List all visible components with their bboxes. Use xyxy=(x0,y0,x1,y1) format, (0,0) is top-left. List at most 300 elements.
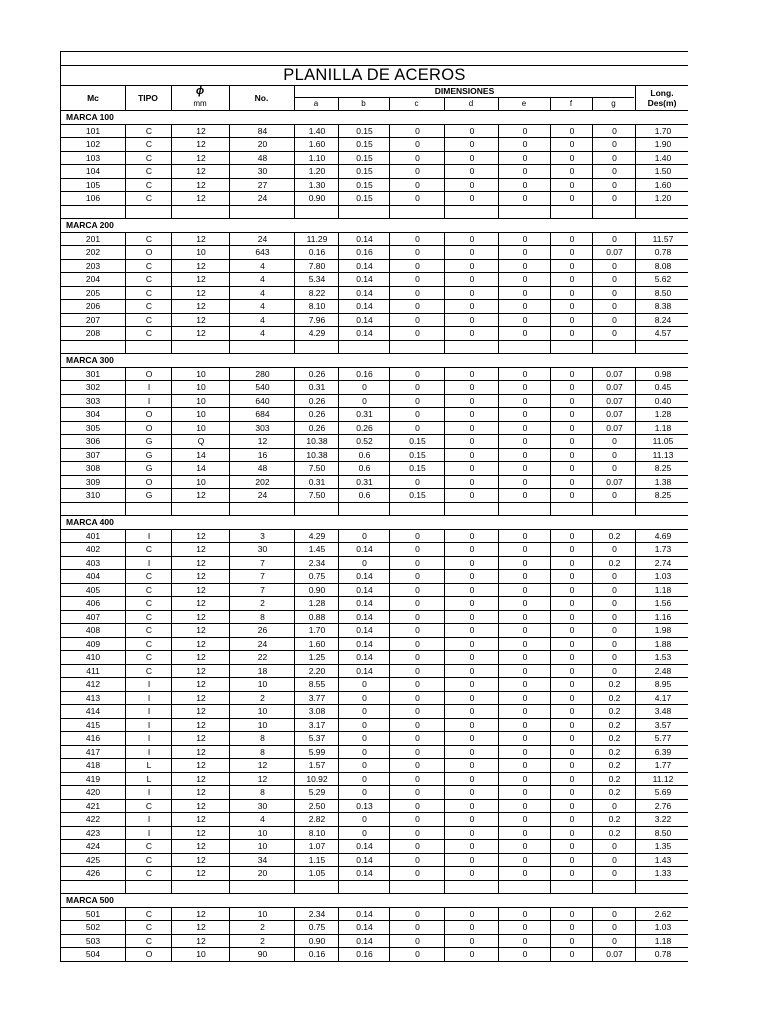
cell-dim-d: 0 xyxy=(444,152,499,165)
cell-dim-g: 0.07 xyxy=(592,246,636,259)
empty-cell xyxy=(294,503,339,516)
header-long-unit: Des(m) xyxy=(647,98,677,108)
cell-dim-c: 0 xyxy=(389,827,445,840)
cell-dim-b: 0.14 xyxy=(338,327,390,340)
cell-diameter: 12 xyxy=(171,597,230,610)
table-row xyxy=(61,556,688,570)
cell-dim-d: 0 xyxy=(444,948,499,961)
cell-count: 643 xyxy=(229,246,295,259)
cell-tipo: C xyxy=(125,840,172,853)
group-label: MARCA 500 xyxy=(66,895,114,905)
cell-dim-b: 0.14 xyxy=(338,287,390,300)
cell-count: 8 xyxy=(229,732,295,745)
cell-length: 1.50 xyxy=(635,165,690,178)
cell-dim-d: 0 xyxy=(444,557,499,570)
cell-dim-a: 0.88 xyxy=(294,611,339,624)
cell-mc: 401 xyxy=(85,530,101,541)
cell-dim-f: 0 xyxy=(550,746,593,759)
cell-dim-a: 1.45 xyxy=(294,543,339,556)
cell-mc: 101 xyxy=(85,125,101,136)
cell-diameter: 12 xyxy=(171,827,230,840)
cell-dim-d: 0 xyxy=(444,462,499,475)
table-row xyxy=(61,947,688,961)
cell-dim-e: 0 xyxy=(498,435,551,448)
cell-tipo: C xyxy=(125,543,172,556)
cell-dim-g: 0 xyxy=(592,152,636,165)
cell-dim-a: 5.34 xyxy=(294,273,339,286)
cell-dim-b: 0 xyxy=(338,705,390,718)
header-dimensiones: DIMENSIONES xyxy=(434,86,495,96)
cell-diameter: 12 xyxy=(171,786,230,799)
cell-dim-g: 0 xyxy=(592,840,636,853)
cell-dim-a: 3.77 xyxy=(294,692,339,705)
cell-dim-f: 0 xyxy=(550,449,593,462)
cell-dim-f: 0 xyxy=(550,759,593,772)
cell-length: 2.76 xyxy=(635,800,690,813)
cell-dim-f: 0 xyxy=(550,246,593,259)
empty-cell xyxy=(229,341,295,354)
cell-diameter: 12 xyxy=(171,800,230,813)
cell-dim-g: 0 xyxy=(592,233,636,246)
cell-length: 4.17 xyxy=(635,692,690,705)
cell-dim-b: 0.14 xyxy=(338,273,390,286)
cell-dim-d: 0 xyxy=(444,935,499,948)
cell-dim-e: 0 xyxy=(498,759,551,772)
cell-tipo: C xyxy=(125,125,172,138)
cell-dim-b: 0.14 xyxy=(338,597,390,610)
group-label-row xyxy=(61,110,688,124)
cell-dim-c: 0.15 xyxy=(389,435,445,448)
cell-mc: 104 xyxy=(85,166,101,176)
cell-dim-d: 0 xyxy=(444,570,499,583)
cell-count: 84 xyxy=(229,125,295,138)
cell-mc: 502 xyxy=(85,922,101,932)
cell-dim-b: 0 xyxy=(338,381,390,394)
cell-mc: 411 xyxy=(86,665,100,676)
empty-cell xyxy=(338,341,390,354)
cell-tipo: I xyxy=(125,381,172,394)
cell-length: 1.56 xyxy=(635,597,690,610)
empty-cell xyxy=(498,341,551,354)
cell-length: 8.25 xyxy=(635,489,690,502)
cell-dim-c: 0 xyxy=(389,800,445,813)
table-row xyxy=(61,812,688,826)
cell-mc: 207 xyxy=(85,314,101,325)
cell-dim-g: 0 xyxy=(592,449,636,462)
spacer-row xyxy=(61,880,688,894)
cell-dim-a: 0.26 xyxy=(294,368,339,381)
cell-tipo: G xyxy=(125,435,172,448)
cell-dim-c: 0.15 xyxy=(389,462,445,475)
cell-tipo: C xyxy=(125,935,172,948)
cell-dim-g: 0.2 xyxy=(592,773,636,786)
cell-dim-f: 0 xyxy=(550,732,593,745)
cell-dim-g: 0.07 xyxy=(592,476,636,489)
page-title: PLANILLA DE ACEROS xyxy=(283,66,466,84)
cell-count: 90 xyxy=(229,948,295,961)
cell-mc: 422 xyxy=(85,814,101,824)
cell-count: 10 xyxy=(229,840,295,853)
table-row xyxy=(61,664,688,678)
cell-dim-g: 0.2 xyxy=(592,813,636,826)
cell-length: 1.73 xyxy=(635,543,690,556)
cell-dim-e: 0 xyxy=(498,422,551,435)
cell-dim-a: 3.17 xyxy=(294,719,339,732)
cell-tipo: C xyxy=(125,233,172,246)
cell-dim-d: 0 xyxy=(444,786,499,799)
cell-dim-a: 0.90 xyxy=(294,192,339,205)
cell-dim-f: 0 xyxy=(550,813,593,826)
cell-mc: 423 xyxy=(85,827,101,838)
cell-dim-b: 0.14 xyxy=(338,867,390,880)
cell-dim-a: 0.26 xyxy=(294,408,339,421)
table-row xyxy=(61,650,688,664)
cell-dim-b: 0.15 xyxy=(338,192,390,205)
cell-count: 10 xyxy=(229,678,295,691)
cell-dim-f: 0 xyxy=(550,854,593,867)
cell-tipo: L xyxy=(125,759,172,772)
cell-dim-g: 0 xyxy=(592,489,636,502)
cell-mc: 421 xyxy=(85,800,101,811)
cell-length: 1.03 xyxy=(635,570,690,583)
cell-dim-a: 4.29 xyxy=(294,327,339,340)
cell-dim-e: 0 xyxy=(498,827,551,840)
cell-count: 22 xyxy=(229,651,295,664)
cell-tipo: O xyxy=(125,368,172,381)
cell-dim-b: 0.14 xyxy=(338,840,390,853)
empty-cell xyxy=(171,341,230,354)
cell-dim-d: 0 xyxy=(444,827,499,840)
cell-tipo: I xyxy=(125,678,172,691)
cell-mc: 206 xyxy=(85,301,101,311)
cell-dim-b: 0 xyxy=(338,759,390,772)
cell-dim-g: 0 xyxy=(592,138,636,151)
cell-dim-d: 0 xyxy=(444,597,499,610)
header-long: Long. xyxy=(650,88,674,98)
cell-diameter: 12 xyxy=(171,543,230,556)
cell-dim-b: 0 xyxy=(338,395,390,408)
cell-mc: 307 xyxy=(85,449,101,460)
cell-dim-a: 0.31 xyxy=(294,476,339,489)
cell-dim-a: 1.60 xyxy=(294,638,339,651)
cell-dim-d: 0 xyxy=(444,732,499,745)
cell-diameter: 12 xyxy=(171,287,230,300)
cell-dim-g: 0.2 xyxy=(592,719,636,732)
cell-mc: 503 xyxy=(85,935,101,946)
cell-dim-e: 0 xyxy=(498,570,551,583)
cell-mc: 501 xyxy=(85,908,101,919)
cell-dim-b: 0.14 xyxy=(338,935,390,948)
cell-dim-b: 0.14 xyxy=(338,921,390,934)
group-label-row xyxy=(61,218,688,232)
cell-tipo: O xyxy=(125,948,172,961)
cell-mc: 306 xyxy=(85,436,101,446)
cell-dim-c: 0 xyxy=(389,678,445,691)
table-row xyxy=(61,623,688,637)
cell-diameter: 12 xyxy=(171,921,230,934)
cell-dim-c: 0 xyxy=(389,165,445,178)
cell-diameter: 12 xyxy=(171,165,230,178)
cell-dim-c: 0 xyxy=(389,597,445,610)
cell-length: 11.13 xyxy=(635,449,690,462)
cell-dim-g: 0 xyxy=(592,665,636,678)
cell-mc: 413 xyxy=(85,692,101,703)
cell-dim-f: 0 xyxy=(550,395,593,408)
cell-dim-c: 0 xyxy=(389,611,445,624)
cell-length: 3.57 xyxy=(635,719,690,732)
cell-mc: 301 xyxy=(85,368,101,379)
cell-dim-f: 0 xyxy=(550,422,593,435)
cell-dim-e: 0 xyxy=(498,692,551,705)
cell-length: 1.16 xyxy=(635,611,690,624)
header-dim-e: e xyxy=(521,99,527,108)
cell-dim-b: 0.14 xyxy=(338,543,390,556)
cell-dim-c: 0 xyxy=(389,300,445,313)
cell-dim-c: 0 xyxy=(389,840,445,853)
table-row xyxy=(61,745,688,759)
cell-count: 30 xyxy=(229,800,295,813)
cell-dim-e: 0 xyxy=(498,543,551,556)
cell-count: 7 xyxy=(229,584,295,597)
cell-dim-a: 0.16 xyxy=(294,246,339,259)
cell-length: 1.38 xyxy=(635,476,690,489)
cell-dim-d: 0 xyxy=(444,678,499,691)
table-row xyxy=(61,542,688,556)
cell-dim-d: 0 xyxy=(444,449,499,462)
cell-tipo: C xyxy=(125,611,172,624)
cell-count: 34 xyxy=(229,854,295,867)
cell-diameter: 12 xyxy=(171,314,230,327)
group-label: MARCA 200 xyxy=(66,220,114,230)
cell-count: 4 xyxy=(229,314,295,327)
cell-dim-g: 0.2 xyxy=(592,827,636,840)
cell-diameter: 12 xyxy=(171,773,230,786)
cell-dim-d: 0 xyxy=(444,368,499,381)
table-row xyxy=(61,853,688,867)
cell-mc: 303 xyxy=(85,395,101,406)
cell-dim-a: 1.40 xyxy=(294,125,339,138)
cell-dim-e: 0 xyxy=(498,152,551,165)
cell-dim-e: 0 xyxy=(498,584,551,597)
cell-length: 8.95 xyxy=(635,678,690,691)
cell-mc: 418 xyxy=(85,760,101,770)
table-body xyxy=(60,110,688,962)
cell-diameter: 12 xyxy=(171,138,230,151)
cell-dim-g: 0.07 xyxy=(592,368,636,381)
cell-dim-a: 10.38 xyxy=(294,435,339,448)
cell-dim-e: 0 xyxy=(498,557,551,570)
cell-length: 3.22 xyxy=(635,813,690,826)
table-row xyxy=(61,434,688,448)
cell-dim-g: 0 xyxy=(592,597,636,610)
cell-diameter: 12 xyxy=(171,584,230,597)
cell-length: 2.74 xyxy=(635,557,690,570)
table-row xyxy=(61,178,688,192)
cell-dim-g: 0 xyxy=(592,908,636,921)
cell-dim-c: 0.15 xyxy=(389,489,445,502)
cell-dim-c: 0 xyxy=(389,327,445,340)
cell-count: 2 xyxy=(229,935,295,948)
cell-dim-a: 8.10 xyxy=(294,300,339,313)
cell-dim-a: 2.20 xyxy=(294,665,339,678)
cell-dim-b: 0.26 xyxy=(338,422,390,435)
cell-length: 11.57 xyxy=(635,233,690,246)
cell-count: 4 xyxy=(229,300,295,313)
cell-diameter: 10 xyxy=(171,381,230,394)
cell-dim-c: 0 xyxy=(389,192,445,205)
group-label-row xyxy=(61,353,688,367)
cell-dim-c: 0 xyxy=(389,395,445,408)
cell-dim-e: 0 xyxy=(498,489,551,502)
cell-mc: 407 xyxy=(85,611,101,622)
cell-dim-d: 0 xyxy=(444,800,499,813)
cell-dim-e: 0 xyxy=(498,732,551,745)
cell-dim-a: 1.30 xyxy=(294,179,339,192)
cell-dim-c: 0 xyxy=(389,624,445,637)
header-mc: Mc xyxy=(87,93,99,103)
cell-diameter: 10 xyxy=(171,246,230,259)
cell-mc: 408 xyxy=(85,625,101,635)
cell-mc: 309 xyxy=(85,476,101,487)
cell-dim-f: 0 xyxy=(550,935,593,948)
cell-tipo: C xyxy=(125,300,172,313)
cell-dim-g: 0.2 xyxy=(592,692,636,705)
cell-dim-e: 0 xyxy=(498,192,551,205)
cell-dim-f: 0 xyxy=(550,314,593,327)
cell-dim-c: 0 xyxy=(389,948,445,961)
cell-count: 10 xyxy=(229,908,295,921)
cell-diameter: 12 xyxy=(171,746,230,759)
cell-dim-f: 0 xyxy=(550,543,593,556)
table-row xyxy=(61,394,688,408)
cell-length: 5.69 xyxy=(635,786,690,799)
cell-count: 30 xyxy=(229,165,295,178)
cell-dim-b: 0.6 xyxy=(338,462,390,475)
cell-dim-g: 0 xyxy=(592,125,636,138)
cell-diameter: 12 xyxy=(171,867,230,880)
empty-cell xyxy=(444,341,499,354)
cell-mc: 302 xyxy=(85,382,101,392)
cell-dim-d: 0 xyxy=(444,273,499,286)
cell-length: 0.78 xyxy=(635,246,690,259)
group-label: MARCA 400 xyxy=(66,517,114,527)
cell-count: 4 xyxy=(229,260,295,273)
cell-tipo: C xyxy=(125,867,172,880)
empty-cell xyxy=(229,206,295,219)
cell-mc: 419 xyxy=(85,773,101,784)
cell-dim-d: 0 xyxy=(444,840,499,853)
cell-tipo: G xyxy=(125,449,172,462)
cell-tipo: C xyxy=(125,584,172,597)
group-label-row xyxy=(61,515,688,529)
cell-dim-g: 0 xyxy=(592,179,636,192)
cell-tipo: I xyxy=(125,530,172,543)
cell-mc: 416 xyxy=(85,733,101,743)
cell-dim-f: 0 xyxy=(550,435,593,448)
cell-length: 2.48 xyxy=(635,665,690,678)
cell-dim-f: 0 xyxy=(550,462,593,475)
table-row xyxy=(61,596,688,610)
table-row xyxy=(61,637,688,651)
cell-count: 10 xyxy=(229,827,295,840)
cell-dim-g: 0 xyxy=(592,570,636,583)
cell-diameter: 12 xyxy=(171,152,230,165)
cell-dim-a: 0.31 xyxy=(294,381,339,394)
cell-dim-g: 0 xyxy=(592,584,636,597)
cell-dim-d: 0 xyxy=(444,867,499,880)
cell-dim-d: 0 xyxy=(444,408,499,421)
cell-count: 8 xyxy=(229,611,295,624)
cell-mc: 208 xyxy=(85,328,101,338)
cell-tipo: C xyxy=(125,327,172,340)
cell-dim-c: 0 xyxy=(389,732,445,745)
table-row xyxy=(61,758,688,772)
cell-mc: 420 xyxy=(85,787,101,797)
cell-dim-d: 0 xyxy=(444,611,499,624)
table-bottom-border xyxy=(61,961,688,962)
table-row xyxy=(61,191,688,205)
cell-dim-a: 1.10 xyxy=(294,152,339,165)
cell-dim-e: 0 xyxy=(498,462,551,475)
cell-dim-d: 0 xyxy=(444,530,499,543)
cell-tipo: C xyxy=(125,287,172,300)
cell-dim-f: 0 xyxy=(550,408,593,421)
cell-dim-c: 0 xyxy=(389,692,445,705)
cell-dim-a: 1.70 xyxy=(294,624,339,637)
table-row xyxy=(61,475,688,489)
cell-dim-e: 0 xyxy=(498,705,551,718)
cell-dim-d: 0 xyxy=(444,624,499,637)
cell-dim-f: 0 xyxy=(550,611,593,624)
cell-length: 2.62 xyxy=(635,908,690,921)
cell-dim-c: 0 xyxy=(389,773,445,786)
cell-diameter: 12 xyxy=(171,759,230,772)
cell-dim-e: 0 xyxy=(498,300,551,313)
cell-dim-g: 0 xyxy=(592,287,636,300)
cell-tipo: C xyxy=(125,624,172,637)
cell-dim-c: 0 xyxy=(389,125,445,138)
cell-tipo: O xyxy=(125,246,172,259)
header-tipo: TIPO xyxy=(138,93,158,103)
empty-cell xyxy=(444,881,499,894)
cell-length: 1.70 xyxy=(635,125,690,138)
cell-length: 8.24 xyxy=(635,314,690,327)
cell-dim-a: 1.60 xyxy=(294,138,339,151)
cell-dim-g: 0.2 xyxy=(592,746,636,759)
cell-dim-d: 0 xyxy=(444,584,499,597)
cell-mc: 403 xyxy=(85,557,101,568)
table-header xyxy=(60,51,688,110)
cell-dim-f: 0 xyxy=(550,921,593,934)
cell-tipo: C xyxy=(125,314,172,327)
cell-dim-a: 1.07 xyxy=(294,840,339,853)
cell-diameter: 12 xyxy=(171,908,230,921)
cell-dim-g: 0 xyxy=(592,327,636,340)
cell-mc: 201 xyxy=(85,233,101,244)
cell-dim-c: 0 xyxy=(389,935,445,948)
cell-diameter: 12 xyxy=(171,570,230,583)
cell-dim-c: 0 xyxy=(389,746,445,759)
cell-dim-g: 0 xyxy=(592,624,636,637)
cell-count: 8 xyxy=(229,786,295,799)
cell-count: 2 xyxy=(229,921,295,934)
cell-dim-b: 0.14 xyxy=(338,300,390,313)
cell-dim-d: 0 xyxy=(444,921,499,934)
cell-dim-a: 5.99 xyxy=(294,746,339,759)
cell-dim-c: 0.15 xyxy=(389,449,445,462)
cell-dim-d: 0 xyxy=(444,665,499,678)
cell-dim-f: 0 xyxy=(550,800,593,813)
